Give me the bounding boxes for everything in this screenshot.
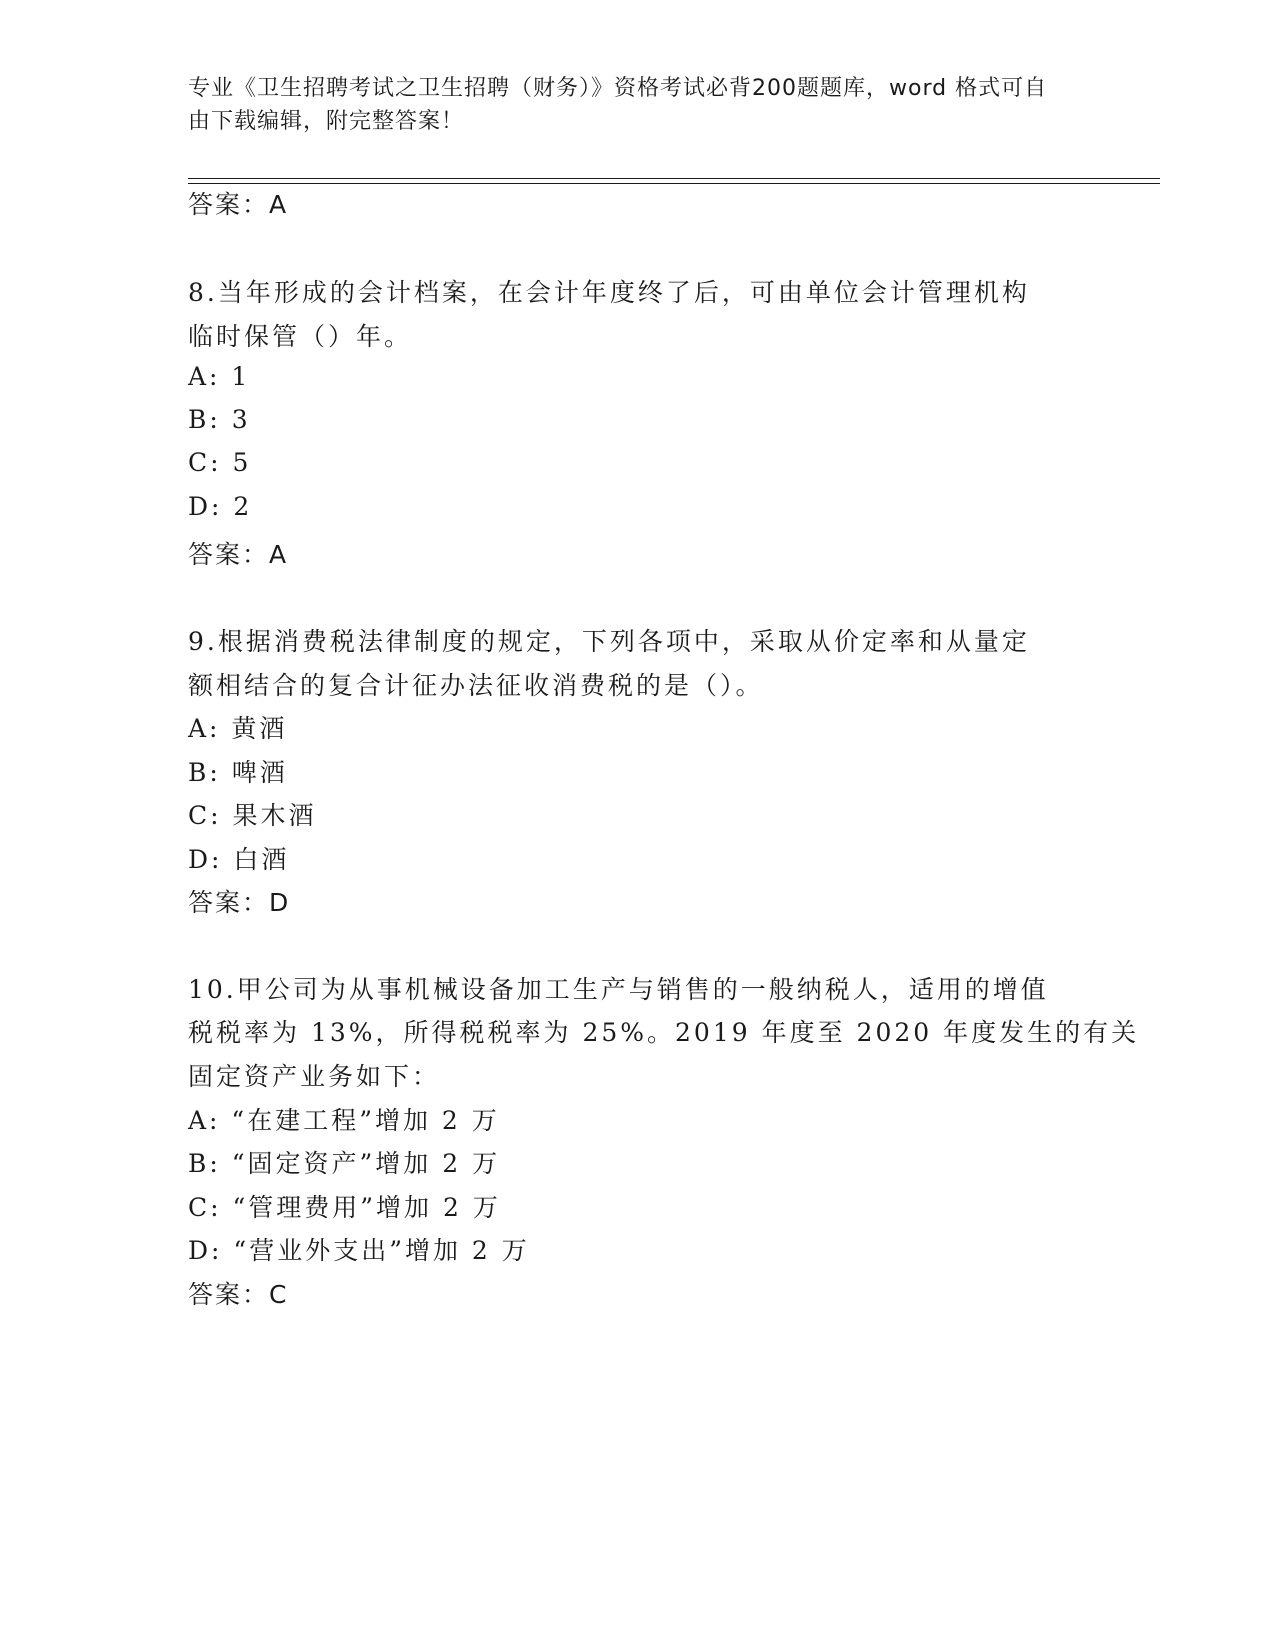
option-a: A: 1	[188, 362, 251, 391]
answer-line: 答案：A	[188, 190, 289, 219]
question-stem-line: 税税率为 13%，所得税税率为 25%。2019 年度至 2020 年度发生的有关	[188, 1018, 1140, 1047]
option-d: D: 2	[188, 492, 253, 521]
question-stem-line: 10.甲公司为从事机械设备加工生产与销售的一般纳税人，适用的增值	[188, 975, 1049, 1004]
header-divider	[188, 178, 1160, 184]
option-a: A: “在建工程”增加 2 万	[188, 1106, 500, 1135]
option-c: C: 5	[188, 448, 252, 477]
option-c: C: 果木酒	[188, 801, 317, 830]
question-stem-line: 固定资产业务如下：	[188, 1062, 441, 1091]
question-stem-line: 8.当年形成的会计档案，在会计年度终了后，可由单位会计管理机构	[188, 278, 1030, 307]
answer-line: 答案：D	[188, 888, 291, 917]
question-stem-line: 额相结合的复合计征办法征收消费税的是（）。	[188, 671, 764, 700]
question-stem-line: 9.根据消费税法律制度的规定，下列各项中，采取从价定率和从量定	[188, 627, 1030, 656]
option-c: C: “管理费用”增加 2 万	[188, 1193, 501, 1222]
option-b: B: “固定资产”增加 2 万	[188, 1149, 501, 1178]
option-d: D: “营业外支出”增加 2 万	[188, 1236, 530, 1265]
answer-line: 答案：A	[188, 540, 289, 569]
option-d: D: 白酒	[188, 845, 290, 874]
page-header: 专业《卫生招聘考试之卫生招聘（财务）》资格考试必背200题题库，word 格式可自由下载编辑，附完整答案！	[188, 76, 1048, 134]
answer-line: 答案：C	[188, 1280, 289, 1309]
option-b: B: 啤酒	[188, 758, 288, 787]
option-a: A: 黄酒	[188, 714, 288, 743]
option-b: B: 3	[188, 405, 251, 434]
question-stem-line: 临时保管（）年。	[188, 322, 413, 351]
